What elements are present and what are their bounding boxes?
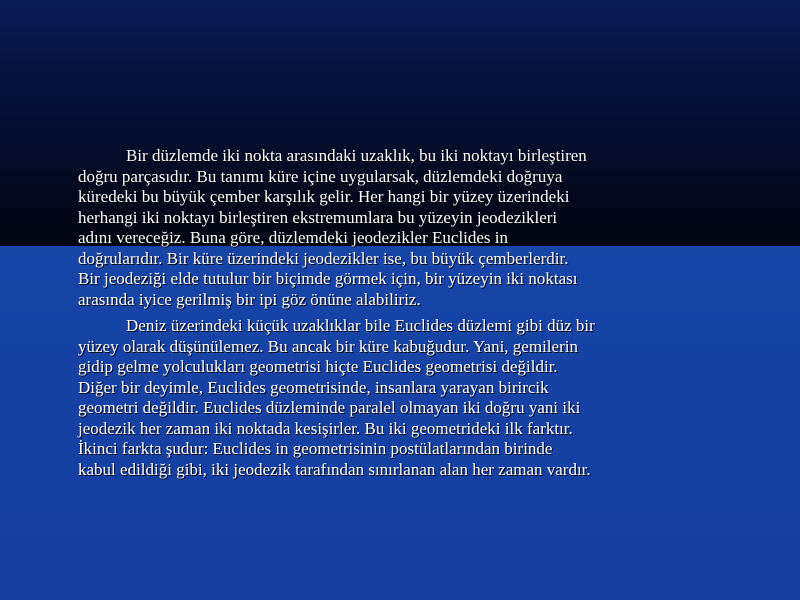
slide-body-text	[78, 146, 768, 486]
paragraph-sea-geometry	[78, 316, 768, 480]
text-line: herhangi iki noktayı birleştiren ekstremumlara bu yüzeyin jeodezikleri	[78, 207, 558, 227]
text-line: gidip gelme yolculukları geometrisi hiçte Euclides geometrisi değildir.	[78, 357, 558, 376]
text-line: küredeki bu büyük çember karşılık gelir. Her hangi bir yüzey üzerindeki	[78, 187, 570, 206]
paragraph-geodesic-definition	[78, 146, 768, 310]
text-line: yüzey olarak düşünülemez. Bu ancak bir küre kabuğudur. Yani, gemilerin	[78, 336, 578, 356]
text-line: doğrularıdır. Bir küre üzerindeki jeodezikler ise, bu büyük çemberlerdir.	[78, 248, 569, 268]
text-line: kabul edildiği gibi, iki jeodezik tarafından sınırlanan alan her zaman vardır.	[78, 459, 591, 479]
text-line: doğru parçasıdır. Bu tanımı küre içine uygularsak, düzlemdeki doğruya	[78, 166, 563, 186]
text-line: geometri değildir. Euclides düzleminde paralel olmayan iki doğru yani iki	[78, 398, 581, 417]
text-line: Bir düzlemde iki nokta arasındaki uzaklık, bu iki noktayı birleştiren	[126, 146, 587, 165]
text-line: adını vereceğiz. Buna göre, düzlemdeki jeodezikler Euclides in	[78, 228, 509, 247]
text-line: Deniz üzerindeki küçük uzaklıklar bile Euclides düzlemi gibi düz bir	[126, 316, 595, 335]
text-line: Bir jeodeziği elde tutulur bir biçimde görmek için, bir yüzeyin iki noktası	[78, 269, 578, 288]
text-line: arasında iyice gerilmiş bir ipi göz önüne alabiliriz.	[78, 289, 421, 309]
text-line: İkinci farkta şudur: Euclides in geometrisinin postülatlarından birinde	[78, 439, 553, 458]
text-line: Diğer bir deyimle, Euclides geometrisinde, insanlara yarayan birircik	[78, 377, 549, 397]
text-line: jeodezik her zaman iki noktada kesişirler. Bu iki geometrideki ilk farktır.	[78, 418, 573, 438]
